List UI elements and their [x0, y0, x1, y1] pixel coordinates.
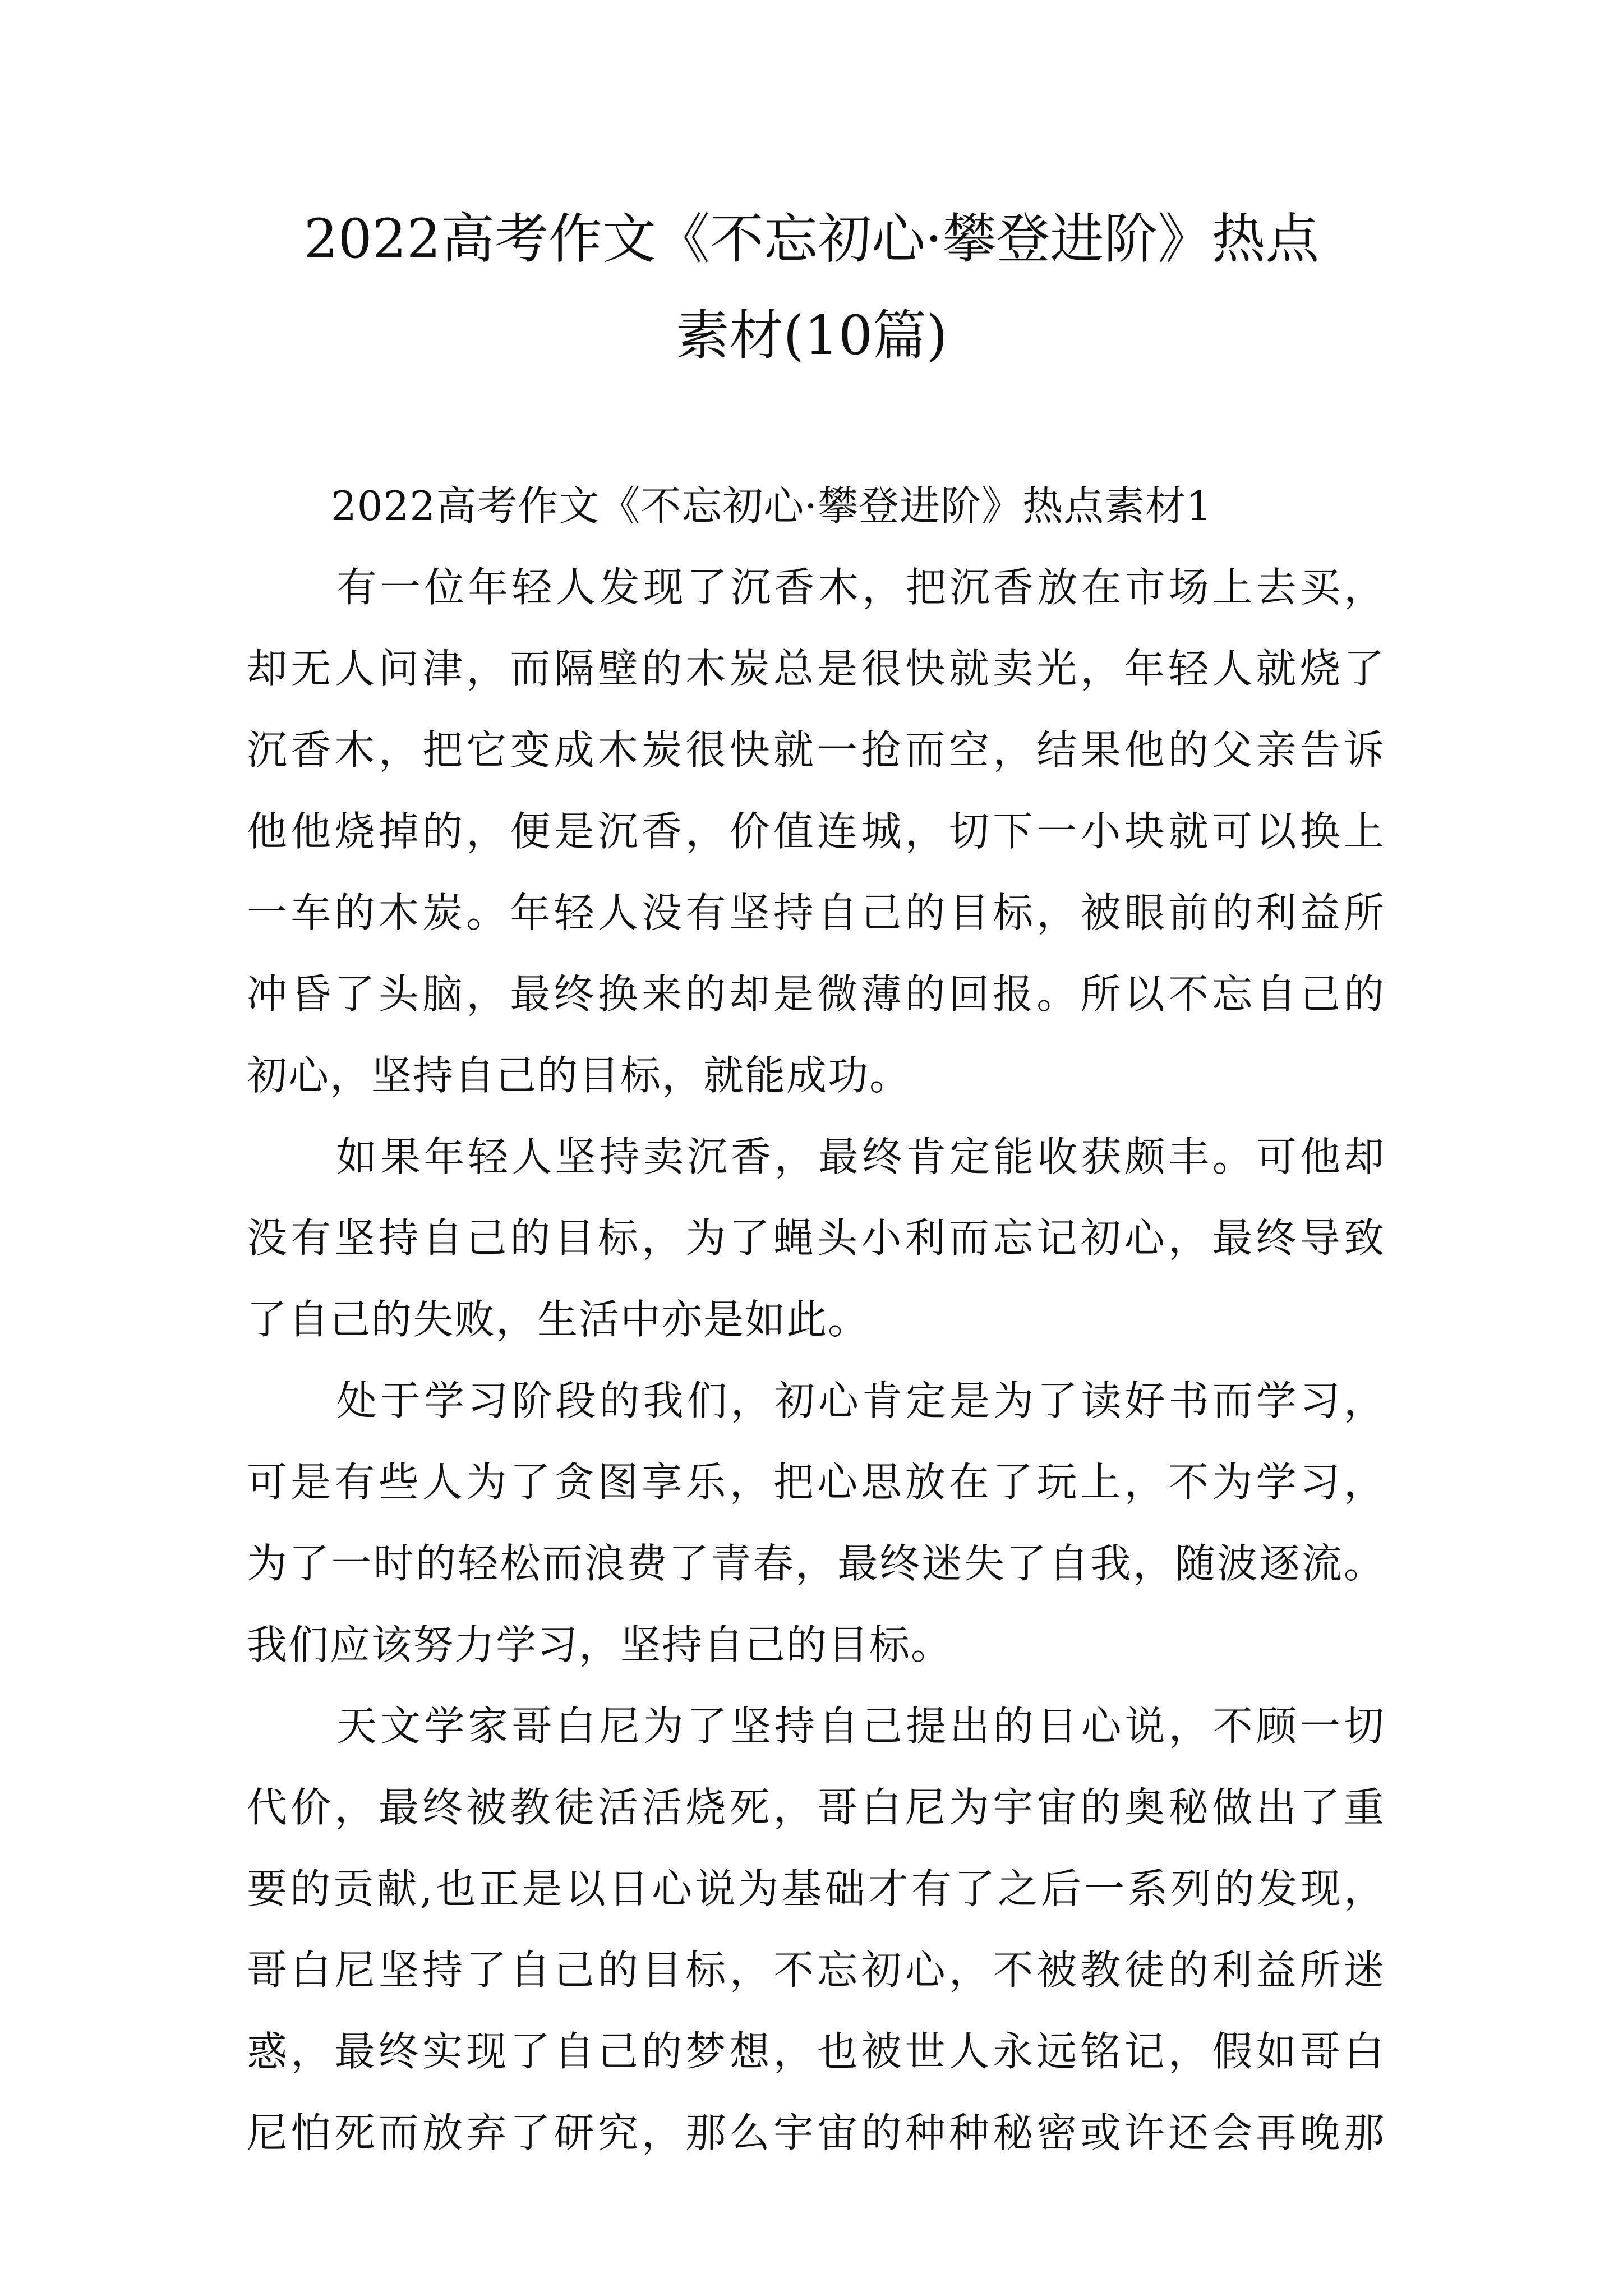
paragraph-2 [247, 1116, 1385, 1360]
paragraph-1 [247, 547, 1385, 1116]
paragraph-4 [247, 1686, 1385, 2174]
paragraph-line: 却无人问津，而隔壁的木炭总是很快就卖光，年轻人就烧了 [247, 645, 1385, 692]
paragraph-line: 可是有些人为了贪图享乐，把心思放在了玩上，不为学习， [247, 1458, 1385, 1506]
document-title [247, 191, 1376, 384]
paragraph-line: 沉香木，把它变成木炭很快就一抢而空，结果他的父亲告诉 [247, 726, 1385, 774]
paragraph-line: 处于学习阶段的我们，初心肯定是为了读好书而学习， [336, 1377, 1385, 1424]
paragraph-line: 要的贡献,也正是以日心说为基础才有了之后一系列的发现， [247, 1865, 1385, 1912]
paragraph-line: 了自己的失败，生活中亦是如此。 [247, 1296, 870, 1343]
paragraph-line: 一车的木炭。年轻人没有坚持自己的目标，被眼前的利益所 [247, 889, 1385, 936]
title-line-2: 素材(10篇) [675, 304, 948, 367]
document-body [247, 466, 1385, 2174]
paragraph-line: 尼怕死而放弃了研究，那么宇宙的种种秘密或许还会再晚那 [247, 2109, 1385, 2156]
paragraph-line: 天文学家哥白尼为了坚持自己提出的日心说，不顾一切 [336, 1703, 1385, 1750]
paragraph-line: 哥白尼坚持了自己的目标，不忘初心，不被教徒的利益所迷 [247, 1947, 1385, 1994]
paragraph-line: 如果年轻人坚持卖沉香，最终肯定能收获颇丰。可他却 [336, 1133, 1385, 1180]
paragraph-line: 他他烧掉的，便是沉香，价值连城，切下一小块就可以换上 [247, 808, 1385, 855]
paragraph-line: 代价，最终被教徒活活烧死，哥白尼为宇宙的奥秘做出了重 [247, 1784, 1385, 1831]
paragraph-3 [247, 1360, 1385, 1686]
paragraph-line: 冲昏了头脑，最终换来的却是微薄的回报。所以不忘自己的 [247, 970, 1385, 1018]
paragraph-line: 为了一时的轻松而浪费了青春，最终迷失了自我，随波逐流。 [247, 1540, 1385, 1587]
paragraph-line: 惑，最终实现了自己的梦想，也被世人永远铭记，假如哥白 [247, 2028, 1385, 2075]
title-line-1: 2022高考作文《不忘初心·攀登进阶》热点 [303, 208, 1320, 270]
paragraph-line: 初心，坚持自己的目标，就能成功。 [247, 1052, 911, 1099]
paragraph-line: 有一位年轻人发现了沉香木，把沉香放在市场上去买， [336, 564, 1385, 611]
paragraph-line: 我们应该努力学习，坚持自己的目标。 [247, 1621, 953, 1668]
paragraph-line: 没有坚持自己的目标，为了蝇头小利而忘记初心，最终导致 [247, 1214, 1385, 1262]
section-subtitle: 2022高考作文《不忘初心·攀登进阶》热点素材1 [331, 482, 1212, 530]
